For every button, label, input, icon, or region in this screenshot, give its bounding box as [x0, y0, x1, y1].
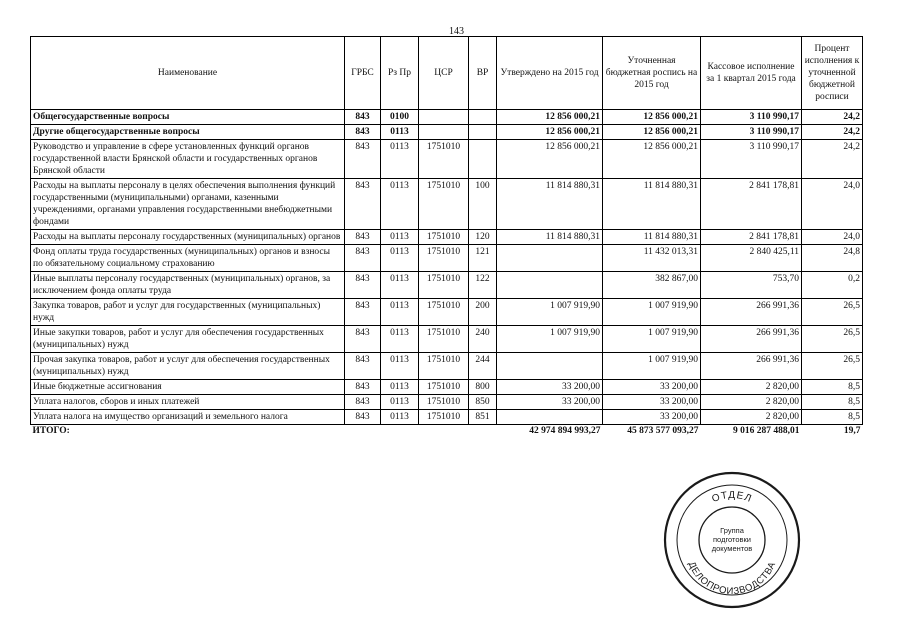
- cell-rzpr: 0113: [381, 272, 419, 299]
- cell-vr: 200: [469, 299, 497, 326]
- table-row: [31, 245, 863, 272]
- cell-vr: 120: [469, 230, 497, 245]
- cell-refined: 1 007 919,90: [603, 299, 701, 326]
- cell-refined: 1 007 919,90: [603, 353, 701, 380]
- cell-rzpr: 0113: [381, 125, 419, 140]
- cell-grbs: 843: [345, 110, 381, 125]
- cell-csr: 1751010: [419, 326, 469, 353]
- total-refined: 45 873 577 093,27: [627, 426, 699, 436]
- cell-vr: 850: [469, 395, 497, 410]
- total-percent: 19,7: [843, 426, 861, 436]
- table-row: [31, 395, 863, 410]
- header-cash: Кассовое исполнение за 1 квартал 2015 года: [701, 37, 802, 110]
- cell-cash: 2 840 425,11: [701, 245, 802, 272]
- cell-csr: [419, 110, 469, 125]
- svg-text:ОТДЕЛ: [711, 490, 754, 505]
- total-cash: 9 016 287 488,01: [733, 426, 800, 436]
- cell-grbs: 843: [345, 380, 381, 395]
- table-row: [31, 326, 863, 353]
- cell-vr: [469, 125, 497, 140]
- cell-rzpr: 0113: [381, 410, 419, 425]
- cell-cash: 3 110 990,17: [701, 110, 802, 125]
- cell-vr: 122: [469, 272, 497, 299]
- cell-rzpr: 0113: [381, 230, 419, 245]
- cell-csr: 1751010: [419, 353, 469, 380]
- cell-vr: [469, 110, 497, 125]
- cell-refined: 1 007 919,90: [603, 326, 701, 353]
- empty-cell: [469, 425, 497, 439]
- cell-rzpr: 0113: [381, 299, 419, 326]
- cell-csr: 1751010: [419, 410, 469, 425]
- cell-approved: 12 856 000,21: [497, 110, 603, 125]
- cell-percent: 8,5: [802, 380, 863, 395]
- cell-grbs: 843: [345, 272, 381, 299]
- cell-grbs: 843: [345, 410, 381, 425]
- cell-csr: [419, 125, 469, 140]
- cell-cash: 2 820,00: [701, 380, 802, 395]
- cell-percent: 24,0: [802, 179, 863, 230]
- cell-csr: 1751010: [419, 395, 469, 410]
- total-row: [31, 425, 863, 439]
- stamp-inner-line-3: документов: [711, 544, 753, 553]
- cell-csr: 1751010: [419, 272, 469, 299]
- cell-approved: [497, 410, 603, 425]
- cell-vr: 121: [469, 245, 497, 272]
- cell-name: Расходы на выплаты персоналу государственных (муниципальных) органов: [31, 230, 345, 245]
- cell-refined: 12 856 000,21: [603, 110, 701, 125]
- svg-text:ДЕЛОПРОИЗВОДСТВА: [686, 560, 779, 597]
- cell-name: Иные закупки товаров, работ и услуг для обеспечения государственных (муниципальных) нужд: [31, 326, 345, 353]
- empty-cell: [381, 425, 419, 439]
- table-header-row: [31, 37, 863, 110]
- cell-rzpr: 0113: [381, 395, 419, 410]
- cell-grbs: 843: [345, 245, 381, 272]
- cell-cash: 2 841 178,81: [701, 230, 802, 245]
- header-csr: ЦСР: [419, 37, 469, 110]
- cell-rzpr: 0100: [381, 110, 419, 125]
- total-label: ИТОГО:: [32, 426, 70, 436]
- cell-cash: 2 841 178,81: [701, 179, 802, 230]
- stamp-inner-line-2: подготовки: [713, 535, 751, 544]
- budget-execution-table: [30, 36, 863, 438]
- table-row: [31, 410, 863, 425]
- cell-cash: 753,70: [701, 272, 802, 299]
- cell-vr: 851: [469, 410, 497, 425]
- cell-approved: 12 856 000,21: [497, 140, 603, 179]
- cell-approved: [497, 245, 603, 272]
- cell-csr: 1751010: [419, 140, 469, 179]
- table-row: [31, 125, 863, 140]
- department-stamp: [662, 470, 802, 610]
- cell-refined: 12 856 000,21: [603, 140, 701, 179]
- header-rzpr: Рз Пр: [381, 37, 419, 110]
- cell-name: Закупка товаров, работ и услуг для государственных (муниципальных) нужд: [31, 299, 345, 326]
- cell-cash: 266 991,36: [701, 299, 802, 326]
- cell-rzpr: 0113: [381, 140, 419, 179]
- cell-grbs: 843: [345, 125, 381, 140]
- cell-grbs: 843: [345, 353, 381, 380]
- cell-grbs: 843: [345, 299, 381, 326]
- cell-refined: 33 200,00: [603, 410, 701, 425]
- header-refined: Уточненная бюджетная роспись на 2015 год: [603, 37, 701, 110]
- cell-approved: 11 814 880,31: [497, 230, 603, 245]
- cell-grbs: 843: [345, 179, 381, 230]
- cell-cash: 3 110 990,17: [701, 125, 802, 140]
- cell-refined: 11 814 880,31: [603, 179, 701, 230]
- table-row: [31, 299, 863, 326]
- cell-percent: 24,8: [802, 245, 863, 272]
- cell-name: Иные бюджетные ассигнования: [31, 380, 345, 395]
- cell-percent: 24,2: [802, 125, 863, 140]
- cell-refined: 33 200,00: [603, 395, 701, 410]
- cell-percent: 8,5: [802, 395, 863, 410]
- cell-approved: 1 007 919,90: [497, 326, 603, 353]
- cell-cash: 2 820,00: [701, 395, 802, 410]
- cell-name: Прочая закупка товаров, работ и услуг для обеспечения государственных (муниципальных) нужд: [31, 353, 345, 380]
- page-number: 143: [449, 26, 464, 37]
- cell-vr: 800: [469, 380, 497, 395]
- cell-name: Иные выплаты персоналу государственных (муниципальных) органов, за исключением фонда оплаты труда: [31, 272, 345, 299]
- cell-approved: [497, 353, 603, 380]
- cell-name: Другие общегосударственные вопросы: [31, 125, 345, 140]
- cell-cash: 3 110 990,17: [701, 140, 802, 179]
- cell-approved: 33 200,00: [497, 395, 603, 410]
- table-row: [31, 272, 863, 299]
- cell-name: Уплата налогов, сборов и иных платежей: [31, 395, 345, 410]
- stamp-name: ДЕЛОПРОИЗВОДСТВА: [685, 560, 779, 598]
- cell-name: Фонд оплаты труда государственных (муниципальных) органов и взносы по обязательному социальному страхованию: [31, 245, 345, 272]
- cell-grbs: 843: [345, 140, 381, 179]
- cell-name: Руководство и управление в сфере установленных функций органов государственной власти Брянской области и государственных органов Брянской области: [31, 140, 345, 179]
- cell-grbs: 843: [345, 230, 381, 245]
- cell-name: Расходы на выплаты персоналу в целях обеспечения выполнения функций государственными (муниципальными) органами, казенными учреждениями, органами управления государственными внебюджетными фондами: [31, 179, 345, 230]
- cell-name: Уплата налога на имущество организаций и земельного налога: [31, 410, 345, 425]
- cell-rzpr: 0113: [381, 326, 419, 353]
- cell-approved: 12 856 000,21: [497, 125, 603, 140]
- cell-name: Общегосударственные вопросы: [31, 110, 345, 125]
- table-row: [31, 179, 863, 230]
- cell-refined: 382 867,00: [603, 272, 701, 299]
- header-percent: Процент исполнения к уточненной бюджетной росписи: [802, 37, 863, 110]
- cell-csr: 1751010: [419, 299, 469, 326]
- cell-percent: 26,5: [802, 353, 863, 380]
- cell-rzpr: 0113: [381, 245, 419, 272]
- cell-cash: 266 991,36: [701, 353, 802, 380]
- cell-rzpr: 0113: [381, 353, 419, 380]
- cell-csr: 1751010: [419, 245, 469, 272]
- cell-refined: 12 856 000,21: [603, 125, 701, 140]
- cell-vr: [469, 140, 497, 179]
- cell-approved: 1 007 919,90: [497, 299, 603, 326]
- stamp-inner-line-1: Группа: [720, 526, 744, 535]
- header-grbs: ГРБС: [345, 37, 381, 110]
- cell-vr: 100: [469, 179, 497, 230]
- cell-refined: 11 814 880,31: [603, 230, 701, 245]
- table-row: [31, 380, 863, 395]
- cell-csr: 1751010: [419, 179, 469, 230]
- cell-percent: 26,5: [802, 299, 863, 326]
- cell-cash: 2 820,00: [701, 410, 802, 425]
- cell-rzpr: 0113: [381, 380, 419, 395]
- table-row: [31, 110, 863, 125]
- cell-vr: 240: [469, 326, 497, 353]
- cell-percent: 26,5: [802, 326, 863, 353]
- stamp-dept: ОТДЕЛ: [710, 489, 754, 505]
- cell-grbs: 843: [345, 326, 381, 353]
- total-approved: 42 974 894 993,27: [529, 426, 601, 436]
- cell-csr: 1751010: [419, 380, 469, 395]
- cell-percent: 24,2: [802, 140, 863, 179]
- cell-refined: 33 200,00: [603, 380, 701, 395]
- cell-approved: 33 200,00: [497, 380, 603, 395]
- table-row: [31, 353, 863, 380]
- table-row: [31, 230, 863, 245]
- cell-grbs: 843: [345, 395, 381, 410]
- cell-approved: [497, 272, 603, 299]
- header-vr: ВР: [469, 37, 497, 110]
- cell-refined: 11 432 013,31: [603, 245, 701, 272]
- cell-rzpr: 0113: [381, 179, 419, 230]
- cell-csr: 1751010: [419, 230, 469, 245]
- cell-vr: 244: [469, 353, 497, 380]
- header-name: Наименование: [31, 37, 345, 110]
- cell-percent: 8,5: [802, 410, 863, 425]
- cell-cash: 266 991,36: [701, 326, 802, 353]
- cell-percent: 24,0: [802, 230, 863, 245]
- empty-cell: [419, 425, 469, 439]
- table-row: [31, 140, 863, 179]
- header-approved: Утверждено на 2015 год: [497, 37, 603, 110]
- cell-percent: 0,2: [802, 272, 863, 299]
- empty-cell: [345, 425, 381, 439]
- cell-percent: 24,2: [802, 110, 863, 125]
- cell-approved: 11 814 880,31: [497, 179, 603, 230]
